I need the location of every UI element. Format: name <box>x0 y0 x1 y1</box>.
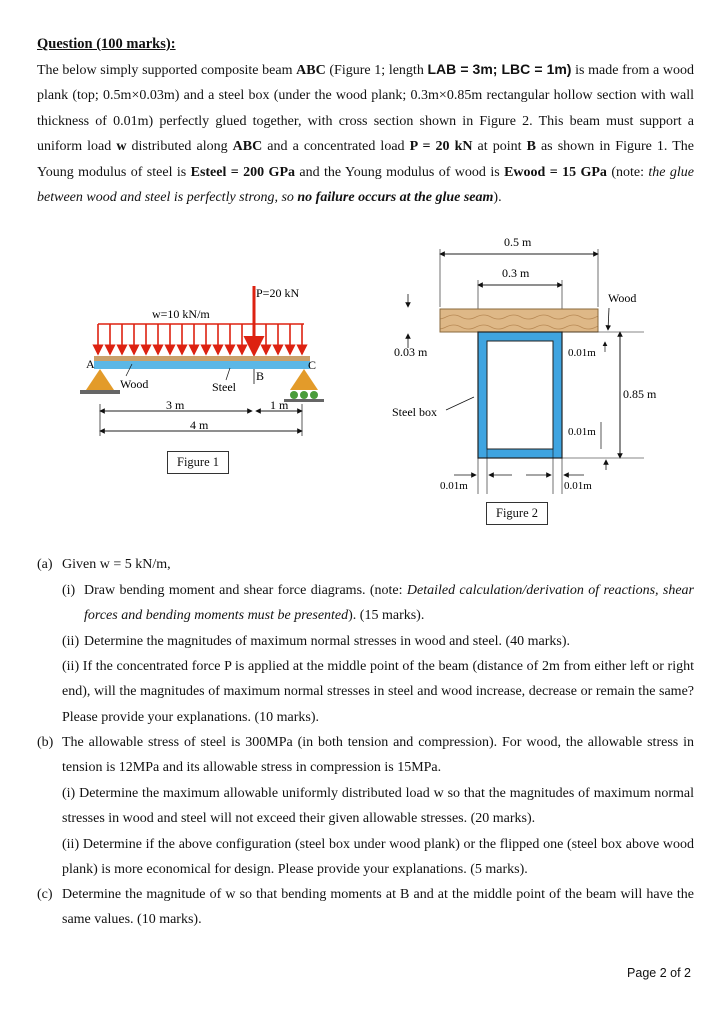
steel-box-hollow <box>487 341 553 449</box>
distributed-load-arrows <box>98 324 304 354</box>
dim-wood-thickness: 0.03 m <box>394 345 428 359</box>
steel-box-label: Steel box <box>392 405 437 419</box>
qb2-text: (ii) Determine if the above configuration (steel box under wood plank) or the flipped one (steel box above wood plank) is more economical for design. Please provide your explanations. (5 marks). <box>62 837 695 878</box>
qa-text: Given w = 5 kN/m, <box>62 557 171 572</box>
label-b: B <box>256 369 265 383</box>
wood-layer <box>94 356 310 361</box>
figure-1-beam-diagram <box>80 276 340 476</box>
dim-wall-bottom: 0.01m <box>568 426 596 438</box>
distributed-load-label: w=10 kN/m <box>152 307 210 321</box>
dim-wall-left: 0.01m <box>440 480 468 492</box>
qb-label: (b) <box>37 735 54 750</box>
dim-height: 0.85 m <box>623 387 657 401</box>
pin-support-a <box>86 369 114 390</box>
figure-2-caption: Figure 2 <box>486 502 548 525</box>
qa1-text: Draw bending moment and shear force diagrams. (note: Detailed calculation/derivation of reactions, shear forces and bending moments must be presented). (15 marks). <box>84 583 694 624</box>
problem-statement: The below simply supported composite beam ABC (Figure 1; length LAB = 3m; LBC = 1m) is made from a wood plank (top; 0.5m×0.03m) and a steel box (under the wood plank; 0.3m×0.85m rectangular hollow section with wall thickness of 0.01m) perfectly glued together, with cross section shown in Figure 2. This beam must support a uniform load w distributed along ABC and a concentrated load P = 20 kN at point B as shown in Figure 1. The Young modulus of steel is Esteel = 200 GPa and the Young modulus of wood is Ewood = 15 GPa (note: the glue between wood and steel is perfectly strong, so no failure occurs at the glue seam). <box>37 61 694 206</box>
dim-wall-right: 0.01m <box>564 480 592 492</box>
dim-bc-label: 1 m <box>270 398 289 412</box>
qa-label: (a) <box>37 557 53 572</box>
point-load-label: P=20 kN <box>256 286 300 300</box>
label-a: A <box>86 357 95 371</box>
steel-layer <box>94 361 310 369</box>
dim-total-width: 0.5 m <box>504 235 532 249</box>
qa2-text: Determine the magnitudes of maximum normal stresses in wood and steel. (40 marks). <box>84 634 571 649</box>
qc-label: (c) <box>37 887 53 902</box>
page-number: Page 2 of 2 <box>627 966 691 980</box>
dim-ab-label: 3 m <box>166 398 185 412</box>
label-c: C <box>308 358 317 372</box>
qa1-label: (i) <box>62 583 76 598</box>
wood-label: Wood <box>608 291 637 305</box>
qa3-text: (ii) If the concentrated force P is applied at the middle point of the beam (distance of 2m from either left or right end), will the magnitudes of maximum normal stresses in steel and wood increase, decrease or remain the same? Please provide your explanations. (10 marks). <box>62 659 695 725</box>
dim-wall-top: 0.01m <box>568 347 596 359</box>
wood-plank <box>440 309 598 332</box>
qb-text: The allowable stress of steel is 300MPa (in both tension and compression). For wood, the allowable stress in tension is 12MPa and its allowable stress in compression is 15MPa. <box>62 735 694 776</box>
qb1-text: (i) Determine the maximum allowable uniformly distributed load w so that the magnitudes of maximum normal stresses in wood and steel will not exceed their given allowable stresses. (20 marks). <box>62 786 694 827</box>
dim-box-width: 0.3 m <box>502 266 530 280</box>
roller-support-c <box>290 369 318 390</box>
dim-total-label: 4 m <box>190 418 209 432</box>
figure-1-caption: Figure 1 <box>167 451 229 474</box>
steel-label: Steel <box>212 380 236 394</box>
question-title: Question (100 marks): <box>37 36 176 52</box>
wood-label: Wood <box>120 377 149 391</box>
qc-text: Determine the magnitude of w so that bending moments at B and at the middle point of the beam will have the same values. (10 marks). <box>62 887 694 928</box>
qa2-label: (ii) <box>62 634 80 649</box>
figure-2-cross-section <box>386 232 678 532</box>
